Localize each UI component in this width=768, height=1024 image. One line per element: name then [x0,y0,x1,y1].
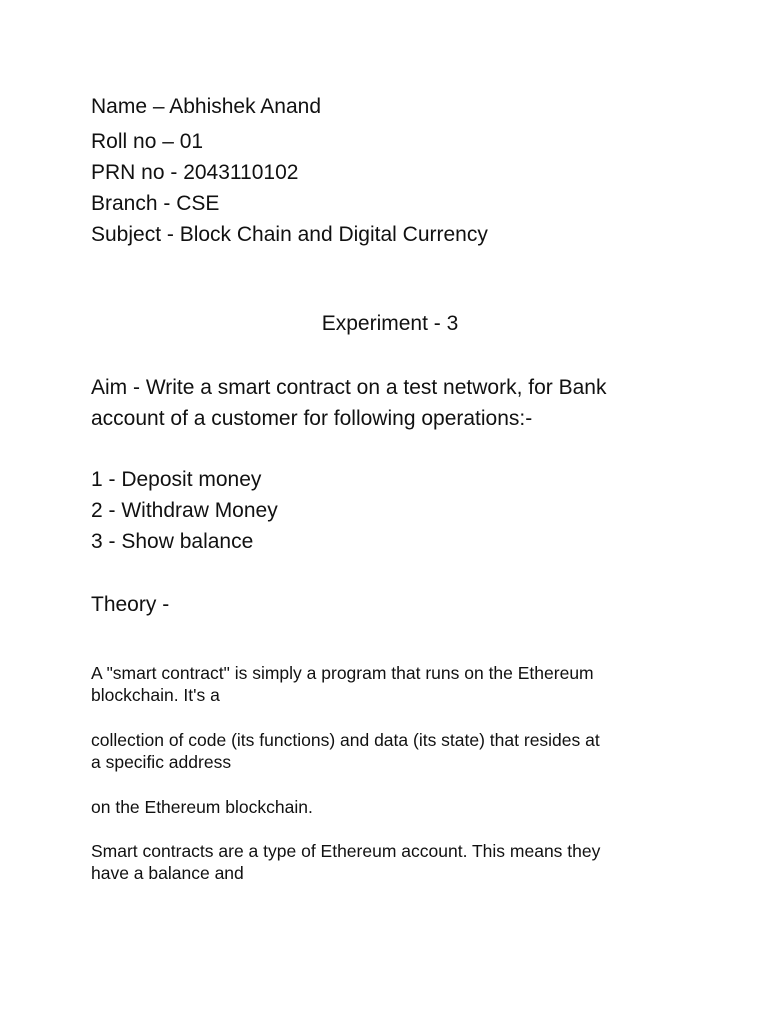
operation-item-2: 2 - Withdraw Money [91,499,278,522]
theory-paragraph-1-line-1: A "smart contract" is simply a program that runs on the Ethereum [91,663,594,683]
theory-paragraph-3-line-1: on the Ethereum blockchain. [91,797,313,817]
theory-paragraph-4-line-2: have a balance and [91,863,244,883]
experiment-title: Experiment - 3 [321,312,459,335]
operation-item-3: 3 - Show balance [91,530,254,553]
theory-paragraph-1-line-2: blockchain. It's a [91,685,220,705]
aim-line-2: account of a customer for following operations:- [91,407,533,430]
aim-line-1: Aim - Write a smart contract on a test network, for Bank [91,376,607,399]
branch: Branch - CSE [91,192,220,215]
theory-paragraph-2-line-2: a specific address [91,752,232,772]
theory-heading: Theory - [91,593,170,616]
student-name: Name – Abhishek Anand [91,95,321,118]
roll-number: Roll no – 01 [91,130,204,153]
theory-paragraph-2-line-1: collection of code (its functions) and data (its state) that resides at [91,730,600,750]
prn-number: PRN no - 2043110102 [91,161,299,184]
operation-item-1: 1 - Deposit money [91,468,262,491]
subject: Subject - Block Chain and Digital Currency [91,223,488,246]
theory-paragraph-4-line-1: Smart contracts are a type of Ethereum account. This means they [91,841,601,861]
